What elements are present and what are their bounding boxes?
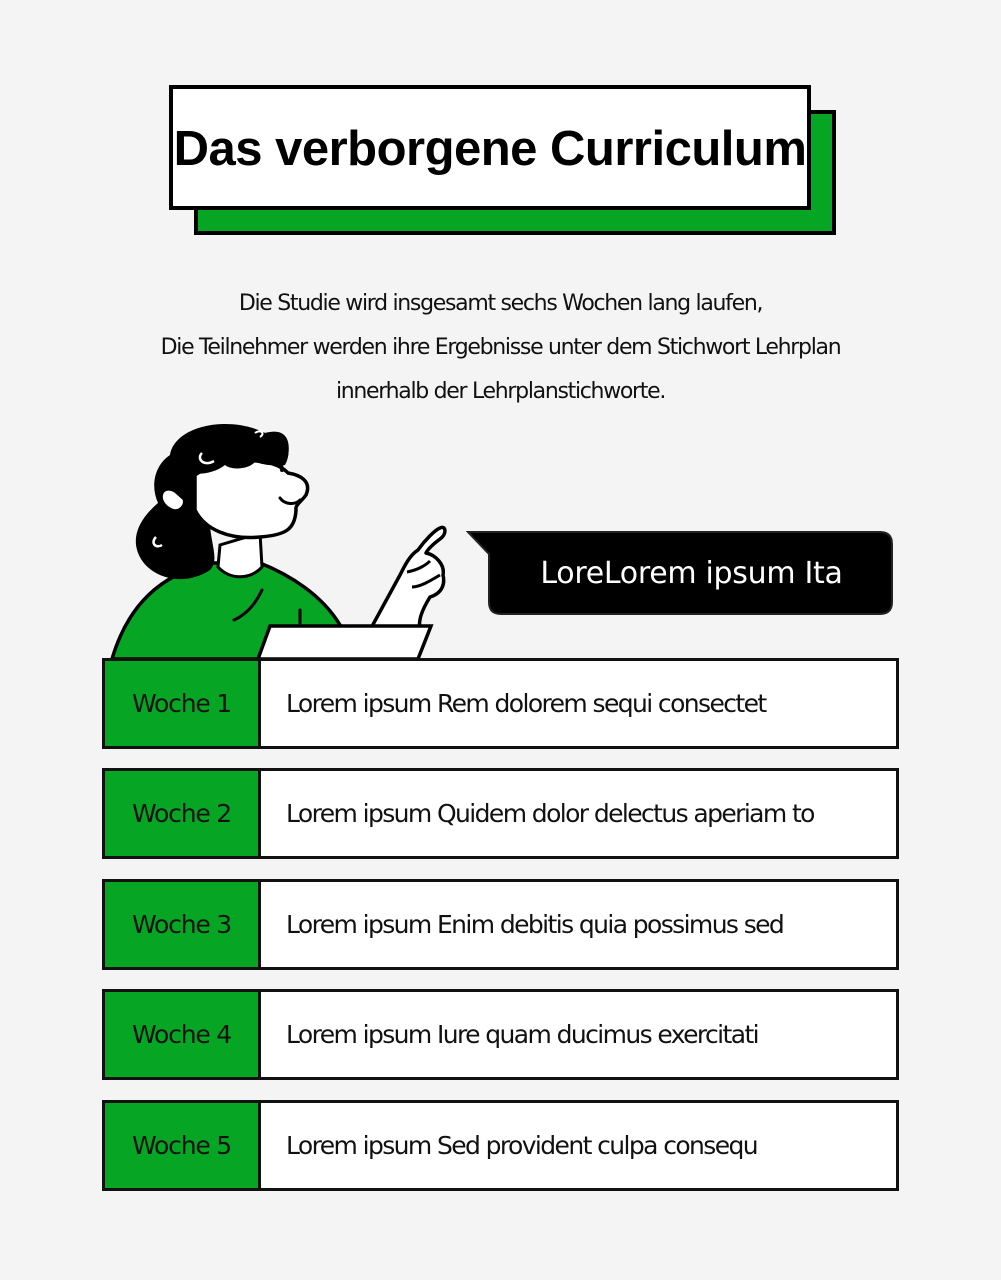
intro-line-1: Die Studie wird insgesamt sechs Wochen lang laufen,: [238, 291, 763, 316]
woman-pointing-illustration: [100, 415, 460, 665]
week-description: Lorem ipsum Sed provident culpa consequ: [286, 1131, 757, 1160]
intro-line-3: innerhalb der Lehrplanstichworte.: [335, 379, 666, 404]
week-label: Woche 4: [105, 992, 261, 1077]
week-row-2: [102, 768, 899, 859]
week-row-3: [102, 879, 899, 970]
week-label: Woche 3: [105, 882, 261, 967]
week-label: Woche 1: [105, 661, 261, 746]
paper-icon: [258, 626, 431, 659]
intro-line-2: Die Teilnehmer werden ihre Ergebnisse unter dem Stichwort Lehrplan: [160, 335, 841, 360]
week-label: Woche 5: [105, 1103, 261, 1188]
speech-bubble-text: LoreLorem ipsum Ita: [540, 555, 843, 591]
week-row-1: [102, 658, 899, 749]
page-title: Das verborgene Curriculum: [173, 121, 807, 176]
week-description: Lorem ipsum Enim debitis quia possimus sed: [286, 910, 784, 939]
week-row-5: [102, 1100, 899, 1191]
week-description: Lorem ipsum Quidem dolor delectus aperiam to: [286, 799, 814, 828]
speech-bubble: [466, 530, 894, 616]
week-row-4: [102, 989, 899, 1080]
week-description: Lorem ipsum Rem dolorem sequi consectet: [286, 689, 766, 718]
intro-paragraph: [0, 282, 1001, 414]
title-box: [169, 85, 811, 210]
week-label: Woche 2: [105, 771, 261, 856]
week-description: Lorem ipsum Iure quam ducimus exercitati: [286, 1020, 758, 1049]
